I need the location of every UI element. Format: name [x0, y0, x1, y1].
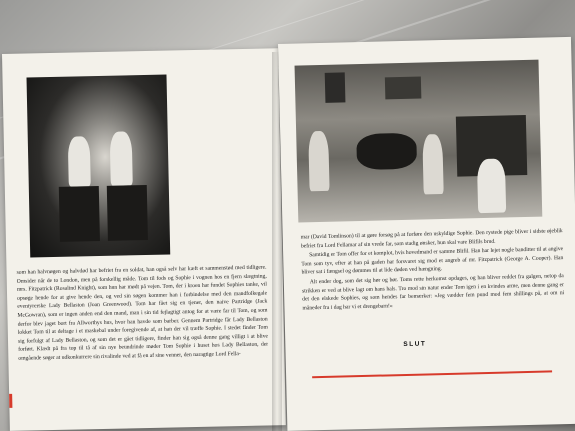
left-body-text	[17, 264, 269, 365]
figure-left	[68, 136, 91, 186]
red-accent	[9, 394, 12, 408]
figure-right	[110, 131, 133, 185]
building-window	[385, 77, 422, 100]
soldier-figure	[308, 131, 329, 191]
red-divider	[312, 370, 552, 378]
left-page	[2, 48, 286, 431]
end-mark: SLUT	[403, 340, 427, 349]
figure-legs	[59, 186, 100, 242]
right-page	[278, 37, 575, 431]
right-body-text	[301, 227, 565, 314]
horse	[356, 133, 417, 170]
paragraph: Samtidig er Tom offer for et komplot, hvis hovedmand er samme Blifil. Han har lejet nogle banditter til at angive Tom som tyv, efter at han på gaden har forsvaret sig mod et angreb af mr. Fitzpatrick (George A. Cooper). Han bliver sat i fængsel og dømmes til at lide døden ved hængning.	[301, 246, 564, 276]
paragraph: Alt ender dog, som det sig hør og bør. Toms rette herkomst opdages, og han bliver reddet fra galgen, netop da strikken er ved at blive lagt om hans hals. Tro mod sin natur ender Tom igen i en kvindes arme, men denne gang er det den elskede Sophies, og som hendes far bemærker: »Jeg vædder fem pund mod fem shillings på, at om ni måneder fra i dag har vi et drengebarn!«	[301, 273, 565, 312]
open-booklet	[0, 44, 575, 431]
soldier-figure	[422, 134, 443, 194]
duel-photo-icon	[26, 75, 170, 258]
paragraph: mar (David Tomlinson) til at gøre forsøg på at forføre den uskyldige Sophie. Den rystede pige bliver i sidste øjeblik befriet fra Lord Fellamar af sin vrede far, som stadig ønsker, hun skal vare Blifils brud.	[300, 228, 563, 250]
man-figure	[477, 158, 506, 213]
paragraph: som han halvnøgen og halvdød har befriet fra en soldat, han også selv har kæft et sammenstød med tidligere. Omsider når de to London, men på forskellig måde. Tom til fods og Sophie i vognen hos en fjern slægtning, mrs. Fitzpatrick (Rosalind Knight), som hun har mødt på vejen. Tom, der i kroen har fundet Sophies tanke, vil opsøge hende for at give hende den, og ved sin søgen kommer han i forbindelse med den mandfolkegale eventyrerske Lady Bellaston (Joan Greenwood). Tom har fået sig en tjener, den naive Partridge (Jack McGowran), som er ingen anden end den mand, man i sin tid fejlagtigt antog for at være far til Tom, og som derfor blev jaget bort fra Allworthys hus, hvor han havde som barber. Gennem Partridge får Lady Bellaston lokket Tom til at deltage i et maskebal under foregivende af, at han der vil træffe Sophie. I stedet finder Tom sig forfulgt af Lady Bellaston, og som det er gået tidligere, finder han sig også denne gang villigt i at blive forført. Klædt på fra top til tå af sin nye beundrinde møder Tom Sophie i huset hos Lady Bellaston, der omgående søger at udkonkurrere sin rivalinde ved at få en af sine venner, den naragtige Lord Fella-	[16, 264, 269, 362]
coach-and-horses-photo-icon	[295, 60, 543, 223]
building-window	[325, 72, 346, 102]
figure-legs	[107, 185, 148, 241]
